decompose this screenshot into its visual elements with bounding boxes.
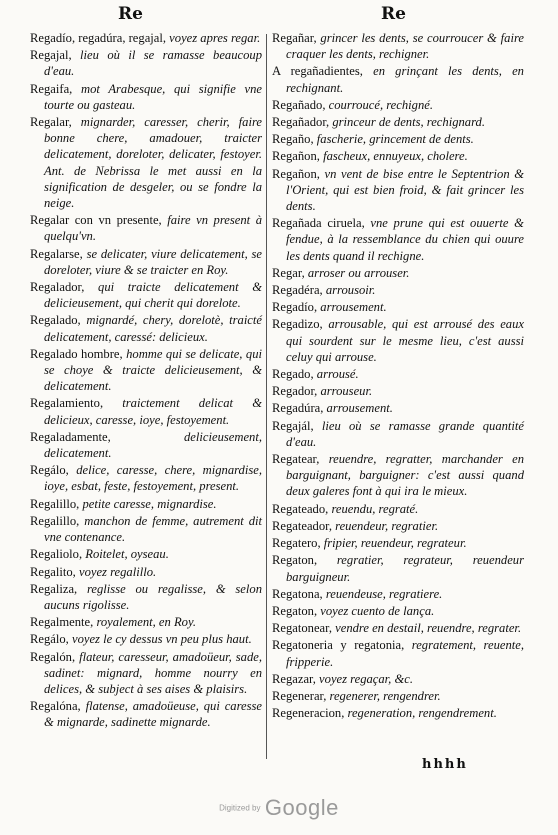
entry-headword: Regalarse, bbox=[30, 246, 83, 261]
dictionary-entry bbox=[272, 30, 524, 62]
entry-definition: arrousoir. bbox=[322, 283, 376, 298]
dictionary-entry bbox=[30, 631, 262, 647]
entry-headword: Regalado hombre, bbox=[30, 346, 123, 361]
entry-headword: Regadizo, bbox=[272, 317, 323, 332]
dictionary-entry bbox=[30, 429, 262, 461]
dictionary-entry bbox=[272, 552, 524, 584]
right-column bbox=[272, 30, 524, 722]
entry-headword: Regenerar, bbox=[272, 688, 327, 703]
column-divider bbox=[266, 34, 267, 759]
running-head-right: Re bbox=[381, 4, 406, 24]
entry-headword: Regañar, bbox=[272, 31, 317, 45]
dictionary-entry bbox=[30, 581, 262, 613]
entry-headword: A regañadientes, bbox=[272, 64, 363, 79]
entry-definition: reuendre, regratter, marchander en barguignant, barguigner: c'est aussi quand deux galeres font à qui ira le mieux. bbox=[286, 452, 524, 499]
entry-headword: Regalmente, bbox=[30, 615, 94, 630]
entry-definition: qui traicte delicatement & delicieusement, qui cherit qui dorelote. bbox=[44, 280, 262, 311]
entry-headword: Regalito, bbox=[30, 564, 76, 579]
entry-definition: voyez apres regar. bbox=[166, 31, 261, 45]
entry-headword: Regatoneria y regatonia, bbox=[272, 638, 405, 653]
entry-headword: Regeneracion, bbox=[272, 706, 345, 721]
entry-headword: Regajál, bbox=[272, 418, 314, 433]
entry-definition: courroucé, rechigné. bbox=[325, 97, 433, 112]
entry-definition: arrousement. bbox=[317, 300, 387, 315]
entry-headword: Regañador, bbox=[272, 115, 330, 130]
dictionary-entry bbox=[272, 131, 524, 147]
entry-definition: regratement, reuente, fripperie. bbox=[286, 638, 524, 669]
entry-headword: Regalar con vn presente, bbox=[30, 213, 162, 228]
entry-headword: Regaladamente, bbox=[30, 429, 111, 444]
entry-headword: Regatonear, bbox=[272, 621, 332, 636]
entry-definition: arroser ou arrouser. bbox=[304, 265, 410, 280]
entry-definition: traictement delicat & delicieux, caresse, ioye, festoyement. bbox=[44, 396, 262, 427]
dictionary-entry bbox=[272, 366, 524, 382]
dictionary-entry bbox=[30, 395, 262, 427]
dictionary-entry bbox=[272, 451, 524, 500]
entry-headword: Regalillo, bbox=[30, 513, 80, 528]
running-head-left: Re bbox=[118, 4, 143, 24]
entry-definition: royalement, en Roy. bbox=[93, 615, 196, 630]
entry-definition: mot Arabesque, qui signifie vne tourte ou gasteau. bbox=[44, 81, 262, 112]
entry-definition: reuendeuse, regratiere. bbox=[322, 586, 443, 601]
entry-definition: flatense, amadoüeuse, qui caresse & mignarde, sadinette mignarde. bbox=[44, 699, 262, 730]
dictionary-entry bbox=[272, 518, 524, 534]
dictionary-entry bbox=[272, 97, 524, 113]
dictionary-entry bbox=[272, 215, 524, 264]
entry-definition: fripier, reuendeur, regrateur. bbox=[320, 536, 467, 551]
dictionary-entry bbox=[30, 346, 262, 395]
dictionary-entry bbox=[30, 649, 262, 698]
entry-headword: Regañado, bbox=[272, 97, 326, 112]
dictionary-entry bbox=[30, 462, 262, 494]
entry-definition: arrousable, qui est arrousé des eaux qui sourdent sur le mesme lieu, c'est aussi celuy qui arrouse. bbox=[286, 317, 524, 364]
dictionary-entry bbox=[30, 496, 262, 512]
entry-definition: voyez cuento de lança. bbox=[317, 603, 435, 618]
entry-definition: fascherie, grincement de dents. bbox=[313, 132, 474, 147]
dictionary-entry bbox=[30, 564, 262, 580]
dictionary-entry bbox=[272, 586, 524, 602]
entry-definition: voyez regaçar, &c. bbox=[315, 671, 414, 686]
entry-definition: reuendeur, regratier. bbox=[332, 518, 439, 533]
entry-headword: Regaliolo, bbox=[30, 547, 83, 562]
dictionary-entry bbox=[30, 513, 262, 545]
dictionary-entry bbox=[272, 316, 524, 365]
entry-definition: Roitelet, oyseau. bbox=[82, 547, 169, 562]
entry-headword: Regatero, bbox=[272, 536, 321, 551]
entry-headword: Regateador, bbox=[272, 518, 332, 533]
entry-definition: reglisse ou regalisse, & selon aucuns rigolisse. bbox=[44, 581, 262, 612]
entry-headword: Regalar, bbox=[30, 115, 72, 130]
entry-definition: se delicater, viure delicatement, se doreloter, viure & se traicter en Roy. bbox=[44, 246, 262, 277]
entry-headword: Regálo, bbox=[30, 632, 69, 647]
entry-definition: grincer les dents, se courroucer & faire craquer les dents, rechigner. bbox=[286, 31, 524, 62]
entry-headword: Regadío, regadúra, regajal, bbox=[30, 31, 167, 45]
entry-headword: Regalador, bbox=[30, 280, 85, 295]
dictionary-entry bbox=[272, 383, 524, 399]
entry-definition: petite caresse, mignardise. bbox=[79, 496, 217, 511]
entry-headword: Regazar, bbox=[272, 671, 316, 686]
dictionary-entry bbox=[272, 400, 524, 416]
dictionary-entry bbox=[272, 671, 524, 687]
entry-headword: Regalado, bbox=[30, 313, 81, 328]
entry-headword: Regañon, bbox=[272, 166, 320, 181]
dictionary-entry bbox=[30, 114, 262, 211]
dictionary-entry bbox=[30, 246, 262, 278]
dictionary-entry bbox=[272, 418, 524, 450]
dictionary-entry bbox=[272, 637, 524, 669]
entry-definition: arrouseur. bbox=[317, 384, 373, 399]
dictionary-entry bbox=[272, 705, 524, 721]
entry-definition: voyez regalillo. bbox=[75, 564, 157, 579]
entry-headword: Regador, bbox=[272, 384, 318, 399]
dictionary-entry bbox=[272, 148, 524, 164]
entry-definition: delicieusement, delicatement. bbox=[44, 429, 262, 461]
entry-headword: Regadéra, bbox=[272, 283, 323, 298]
entry-headword: Regañada ciruela, bbox=[272, 216, 365, 231]
dictionary-entry bbox=[272, 501, 524, 517]
dictionary-entry bbox=[30, 279, 262, 311]
entry-headword: Regalóna, bbox=[30, 699, 81, 714]
entry-headword: Regaifa, bbox=[30, 81, 73, 96]
entry-definition: mignarder, caresser, cherir, faire bonne chere, amadouer, traicter delicatement, doreloter, delicater, festoyer. Ant. de Nebrissa le met aussi en la signification de desgeler, ou se fondre la neige. bbox=[44, 115, 262, 211]
entry-definition: vne prune qui est ouuerte & fendue, à la ressemblance du chien qui ouure les dents quand il rechigne. bbox=[286, 216, 524, 263]
dictionary-entry bbox=[30, 546, 262, 562]
entry-headword: Regatona, bbox=[272, 586, 323, 601]
dictionary-entry bbox=[30, 698, 262, 730]
entry-definition: en grinçant les dents, en rechignant. bbox=[286, 64, 524, 95]
dictionary-entry bbox=[272, 265, 524, 281]
entry-headword: Regajal, bbox=[30, 48, 72, 63]
entry-headword: Regaño, bbox=[272, 132, 314, 147]
dictionary-entry bbox=[30, 47, 262, 79]
dictionary-entry bbox=[272, 282, 524, 298]
entry-headword: Regaton, bbox=[272, 603, 318, 618]
dictionary-entry bbox=[272, 166, 524, 215]
entry-headword: Regaliza, bbox=[30, 581, 78, 596]
entry-definition: grinceur de dents, rechignard. bbox=[329, 115, 485, 130]
dictionary-entry bbox=[272, 688, 524, 704]
entry-definition: manchon de femme, autrement dit vne contenance. bbox=[44, 513, 262, 545]
entry-headword: Regañon, bbox=[272, 149, 320, 164]
entry-headword: Regálo, bbox=[30, 463, 69, 478]
left-column bbox=[30, 30, 262, 732]
entry-definition: lieu où se ramasse grande quantité d'eau. bbox=[286, 418, 524, 449]
entry-definition: fascheux, ennuyeux, cholere. bbox=[319, 149, 468, 164]
entry-headword: Regatear, bbox=[272, 452, 320, 467]
entry-headword: Regadúra, bbox=[272, 401, 324, 416]
watermark-brand: Google bbox=[264, 795, 339, 820]
entry-definition: regenerer, rengendrer. bbox=[326, 688, 441, 703]
entry-definition: mignardé, chery, dorelotè, traicté delicatement, caressé: delicieux. bbox=[44, 313, 262, 344]
entry-definition: arrousé. bbox=[313, 367, 359, 382]
entry-definition: arrousement. bbox=[323, 401, 393, 416]
entry-headword: Regadío, bbox=[272, 300, 318, 315]
entry-headword: Regalón, bbox=[30, 649, 76, 664]
entry-definition: flateur, caresseur, amadoüeur, sade, sadinet: mignard, homme nourry en delices, & subject à ses aises & plaisirs. bbox=[44, 649, 262, 696]
entry-definition: regratier, regrateur, reuendeur barguigneur. bbox=[286, 553, 524, 584]
dictionary-entry bbox=[30, 30, 262, 46]
dictionary-entry bbox=[272, 114, 524, 130]
entry-definition: vendre en destail, reuendre, regrater. bbox=[332, 621, 522, 636]
entry-definition: homme qui se delicate, qui se choye & traicte delicieusement, & delicatement. bbox=[44, 346, 262, 394]
entry-headword: Regalillo, bbox=[30, 496, 80, 511]
dictionary-entry bbox=[272, 299, 524, 315]
signature-mark: hhhh bbox=[422, 757, 468, 772]
dictionary-entry bbox=[272, 535, 524, 551]
entry-headword: Regateado, bbox=[272, 501, 329, 516]
watermark-prefix: Digitized by bbox=[219, 803, 261, 813]
entry-definition: lieu où il se ramasse beaucoup d'eau. bbox=[44, 48, 262, 79]
dictionary-entry bbox=[30, 614, 262, 630]
entry-definition: regeneration, rengendrement. bbox=[344, 706, 497, 721]
dictionary-entry bbox=[272, 620, 524, 636]
dictionary-entry bbox=[30, 81, 262, 113]
entry-headword: Regalamiento, bbox=[30, 396, 104, 411]
dictionary-entry bbox=[272, 603, 524, 619]
entry-definition: delice, caresse, chere, mignardise, ioye, esbat, feste, festoyement, present. bbox=[44, 463, 262, 494]
dictionary-entry bbox=[272, 63, 524, 95]
entry-definition: voyez le cy dessus vn peu plus haut. bbox=[68, 632, 252, 647]
entry-definition: vn vent de bise entre le Septentrion & l'Orient, qui est bien froid, & fait grincer les dents. bbox=[286, 166, 524, 214]
entry-definition: faire vn present à quelqu'vn. bbox=[44, 213, 262, 244]
entry-headword: Regar, bbox=[272, 265, 305, 280]
entry-headword: Regado, bbox=[272, 367, 314, 382]
dictionary-entry bbox=[30, 312, 262, 344]
digitized-watermark bbox=[0, 795, 558, 821]
dictionary-entry bbox=[30, 212, 262, 244]
entry-definition: reuendu, regraté. bbox=[328, 501, 419, 516]
entry-headword: Regaton, bbox=[272, 553, 318, 568]
